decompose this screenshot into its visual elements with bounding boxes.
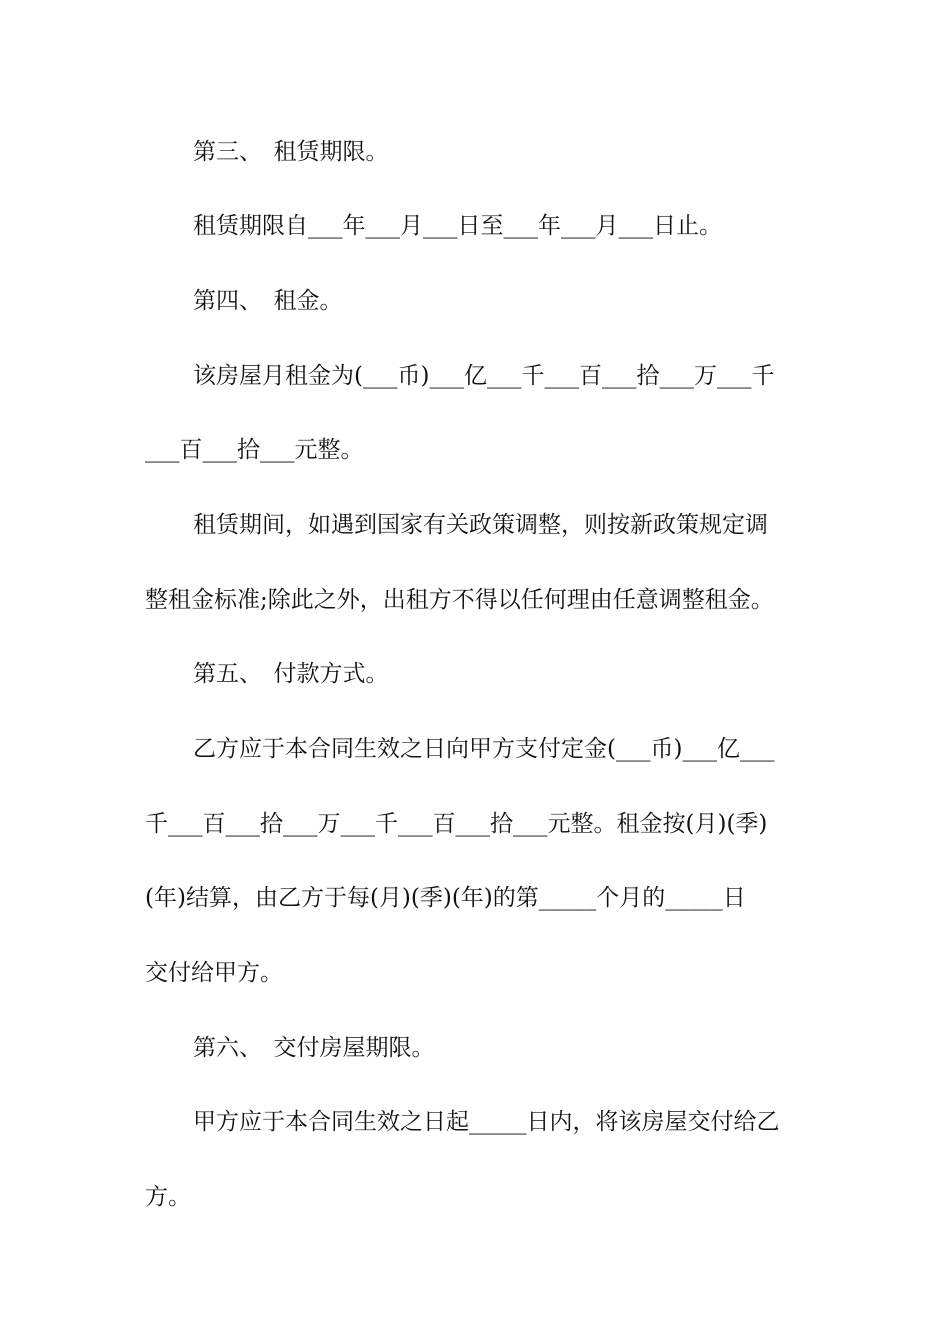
delivery-line-2: 方。 [145, 1184, 191, 1210]
section-heading-3: 第三、 租赁期限。 [193, 139, 389, 165]
rent-amount-line-2: ___百___拾___元整。 [145, 437, 364, 463]
payment-line-4: 交付给甲方。 [145, 960, 283, 986]
payment-line-3: (年)结算，由乙方于每(月)(季)(年)的第_____个月的_____日 [145, 885, 746, 911]
section-heading-4: 第四、 租金。 [193, 288, 343, 314]
section-heading-5: 第五、 付款方式。 [193, 661, 389, 687]
delivery-line-1: 甲方应于本合同生效之日起_____日内，将该房屋交付给乙 [193, 1109, 780, 1135]
rent-adjustment-line-1: 租赁期间，如遇到国家有关政策调整，则按新政策规定调 [193, 512, 768, 538]
payment-line-1: 乙方应于本合同生效之日向甲方支付定金(___币)___亿___ [193, 736, 775, 762]
rent-amount-line-1: 该房屋月租金为(___币)___亿___千___百___拾___万___千 [193, 363, 775, 389]
rent-adjustment-line-2: 整租金标准;除此之外，出租方不得以任何理由任意调整租金。 [145, 587, 774, 613]
section-heading-6: 第六、 交付房屋期限。 [193, 1035, 435, 1061]
lease-term-text: 租赁期限自___年___月___日至___年___月___日止。 [193, 213, 722, 239]
payment-line-2: 千___百___拾___万___千___百___拾___元整。租金按(月)(季) [145, 811, 768, 837]
